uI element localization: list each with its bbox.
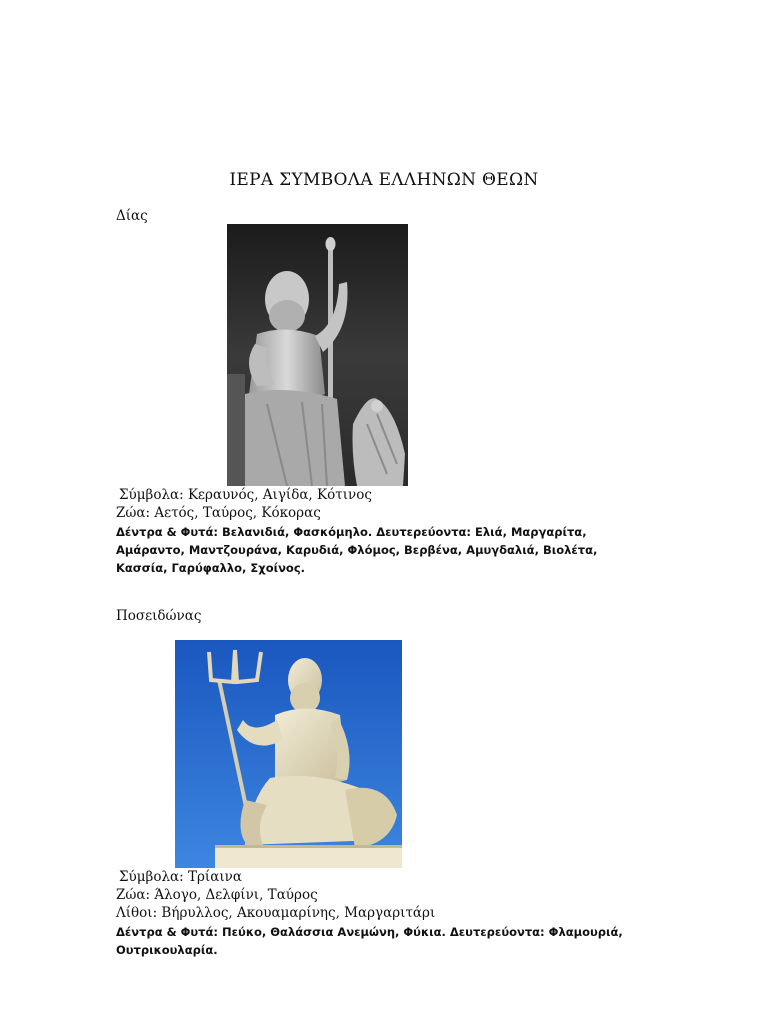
poseidon-plants-label: Δέντρα & Φυτά: (116, 925, 219, 939)
poseidon-animals: Ζώα: Άλογο, Δελφίνι, Ταύρος (116, 887, 318, 903)
poseidon-secondary-label: Δευτερεύοντα: (445, 925, 545, 939)
zeus-secondary-text: Ελιά, Μαργαρίτα, Αμάραντο, Μαντζουράνα, Καρυδιά, Φλόμος, Βερβένα, Αμυγδαλιά, Βιολέτα, Κασσία, Γαρύφαλλο, Σχοίνος. (116, 525, 598, 575)
zeus-info (116, 486, 636, 577)
poseidon-symbols: Σύμβολα: Τρίαινα (119, 869, 242, 885)
zeus-statue-image (227, 224, 408, 486)
zeus-plants-main: Βελανιδιά, Φασκόμηλο. (218, 525, 373, 539)
zeus-plants-label: Δέντρα & Φυτά: (116, 525, 219, 539)
poseidon-plants-main: Πεύκο, Θαλάσσια Ανεμώνη, Φύκια. (218, 925, 446, 939)
zeus-plants (116, 523, 636, 577)
zeus-secondary-label: Δευτερεύοντα: (372, 525, 472, 539)
poseidon-stones: Λίθοι: Βήρυλλος, Ακουαμαρίνης, Μαργαριτάρι (116, 905, 436, 921)
poseidon-secondary-text: Φλαμουριά, Ουτρικουλαρία. (116, 925, 623, 957)
section-heading-poseidon: Ποσειδώνας (116, 608, 202, 624)
zeus-symbols: Σύμβολα: Κεραυνός, Αιγίδα, Κότινος (119, 487, 372, 503)
page-title: ΙΕΡΑ ΣΥΜΒΟΛΑ ΕΛΛΗΝΩΝ ΘΕΩΝ (229, 170, 539, 190)
zeus-animals: Ζώα: Αετός, Ταύρος, Κόκορας (116, 505, 321, 521)
poseidon-statue-image (175, 640, 402, 868)
poseidon-info (116, 868, 636, 959)
section-heading-zeus: Δίας (116, 208, 148, 224)
poseidon-plants (116, 923, 636, 959)
